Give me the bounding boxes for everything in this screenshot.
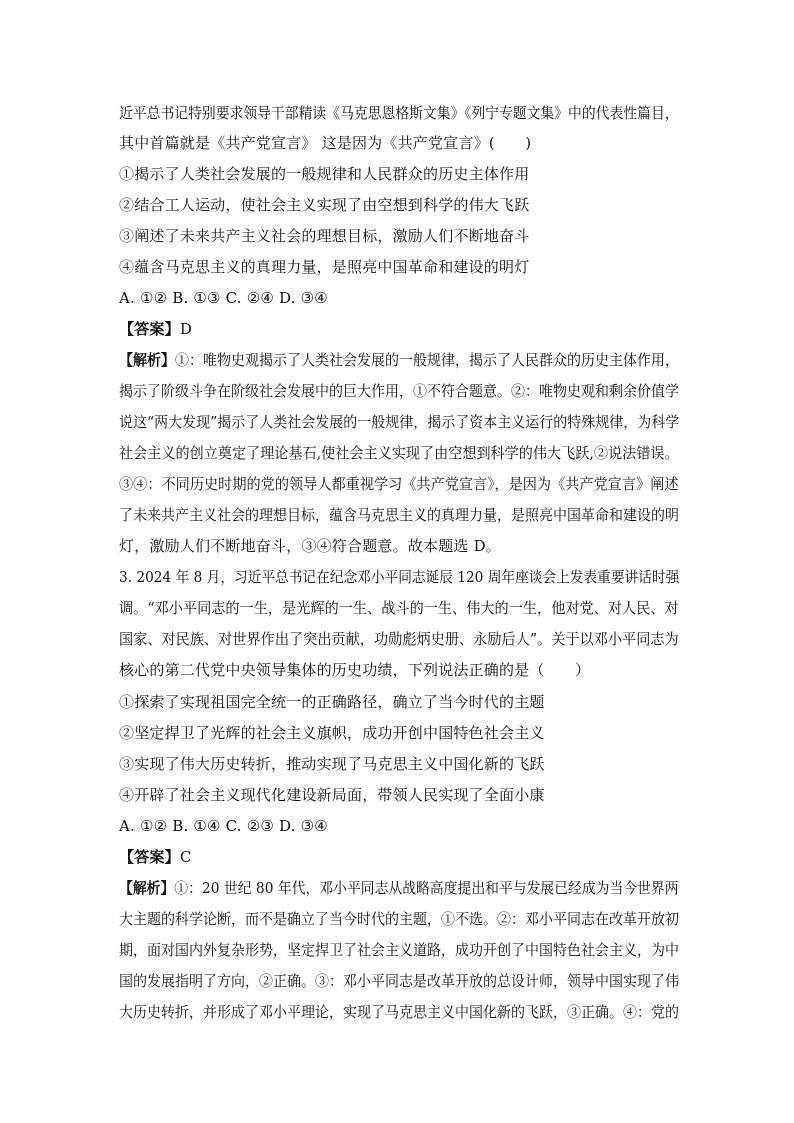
answer-tag: 【答案】 [119, 320, 180, 338]
answer-value: C [179, 848, 192, 866]
q2-analysis-line-3: 说这“两大发现”揭示了人类社会发展的一般规律，揭示了资本主义运行的特殊规律，为科学 [119, 413, 680, 431]
q3-option-1: ①探索了实现祖国完全统一的正确路径，确立了当今时代的主题 [119, 693, 545, 711]
q3-option-2: ②坚定捍卫了光辉的社会主义旗帜，成功开创中国特色社会主义 [119, 724, 545, 742]
q3-analysis-line-5: 大历史转折，并形成了邓小平理论，实现了马克思主义中国化新的飞跃，③正确。④：党的 [119, 1003, 679, 1021]
analysis-tag: 【解析】 [119, 879, 175, 897]
q2-stem-line-2: 其中首篇就是《共产党宣言》 这是因为《共产党宣言》( ) [119, 134, 532, 152]
q2-analysis-line-6: 了未来共产主义社会的理想目标，蕴含马克思主义的真理力量，是照亮中国革命和建设的明 [119, 506, 679, 524]
answer-value: D [179, 320, 193, 338]
q2-option-4: ④蕴含马克思主义的真理力量，是照亮中国革命和建设的明灯 [119, 258, 530, 276]
q3-option-3: ③实现了伟大历史转折，推动实现了马克思主义中国化新的飞跃 [119, 755, 545, 773]
q2-stem-line-1: 近平总书记特别要求领导干部精读《马克思恩格斯文集》《列宁专题文集》中的代表性篇目， [119, 104, 679, 122]
q3-option-4: ④开辟了社会主义现代化建设新局面，带领人民实现了全面小康 [119, 786, 545, 804]
q2-analysis-line-7: 灯，激励人们不断地奋斗，③④符合题意。故本题选 D。 [119, 537, 501, 555]
q3-analysis-line-2: 大主题的科学论断，而不是确立了当今时代的主题，①不选。②：邓小平同志在改革开放初 [119, 910, 679, 928]
q3-choices: A. ①② B. ①④ C. ②③ D. ③④ [119, 817, 328, 835]
q2-answer [119, 319, 679, 339]
analysis-tag: 【解析】 [119, 351, 176, 369]
q3-stem-line-1: 3. 2024 年 8 月，习近平总书记在纪念邓小平同志诞辰 120 周年座谈会上发表重要讲话时强 [119, 568, 680, 586]
q2-option-1: ①揭示了人类社会发展的一般规律和人民群众的历史主体作用 [119, 165, 530, 183]
q3-stem-line-3: 国家、对民族、对世界作出了突出贡献，功勋彪炳史册、永励后人”。关于以邓小平同志为 [119, 630, 679, 648]
q2-choices: A. ①② B. ①③ C. ②④ D. ③④ [119, 289, 328, 307]
q3-analysis-line-3: 期，面对国内外复杂形势，坚定捍卫了社会主义道路，成功开创了中国特色社会主义，为中 [119, 941, 679, 959]
q2-analysis-line-1 [119, 350, 680, 370]
q2-option-3: ③阐述了未来共产主义社会的理想目标，激励人们不断地奋斗 [119, 227, 530, 245]
q2-analysis-line-5: ③④：不同历史时期的党的领导人都重视学习《共产党宣言》，是因为《共产党宣言》阐述 [119, 475, 679, 493]
q3-stem-line-2: 调。“邓小平同志的一生，是光辉的一生、战斗的一生、伟大的一生，他对党、对人民、对 [119, 599, 679, 617]
q3-answer [119, 847, 679, 867]
analysis-text: ①：唯物史观揭示了人类社会发展的一般规律，揭示了人民群众的历史主体作用， [175, 351, 680, 369]
analysis-text: ①：20 世纪 80 年代，邓小平同志从战略高度提出和平与发展已经成为当今世界两 [174, 879, 679, 897]
q3-stem-line-4: 核心的第二代党中央领导集体的历史功绩，下列说法正确的是（ ） [119, 661, 591, 679]
q2-analysis-line-4: 社会主义的创立奠定了理论基石,使社会主义实现了由空想到科学的伟大飞跃,②说法错误。 [119, 444, 679, 462]
q3-analysis-line-4: 国的发展指明了方向，②正确。③：邓小平同志是改革开放的总设计师，领导中国实现了伟 [119, 972, 679, 990]
answer-tag: 【答案】 [119, 848, 180, 866]
q3-analysis-line-1 [119, 878, 679, 898]
q2-analysis-line-2: 揭示了阶级斗争在阶级社会发展中的巨大作用，①不符合题意。②：唯物史观和剩余价值学 [119, 382, 679, 400]
q2-option-2: ②结合工人运动，使社会主义实现了由空想到科学的伟大飞跃 [119, 196, 530, 214]
